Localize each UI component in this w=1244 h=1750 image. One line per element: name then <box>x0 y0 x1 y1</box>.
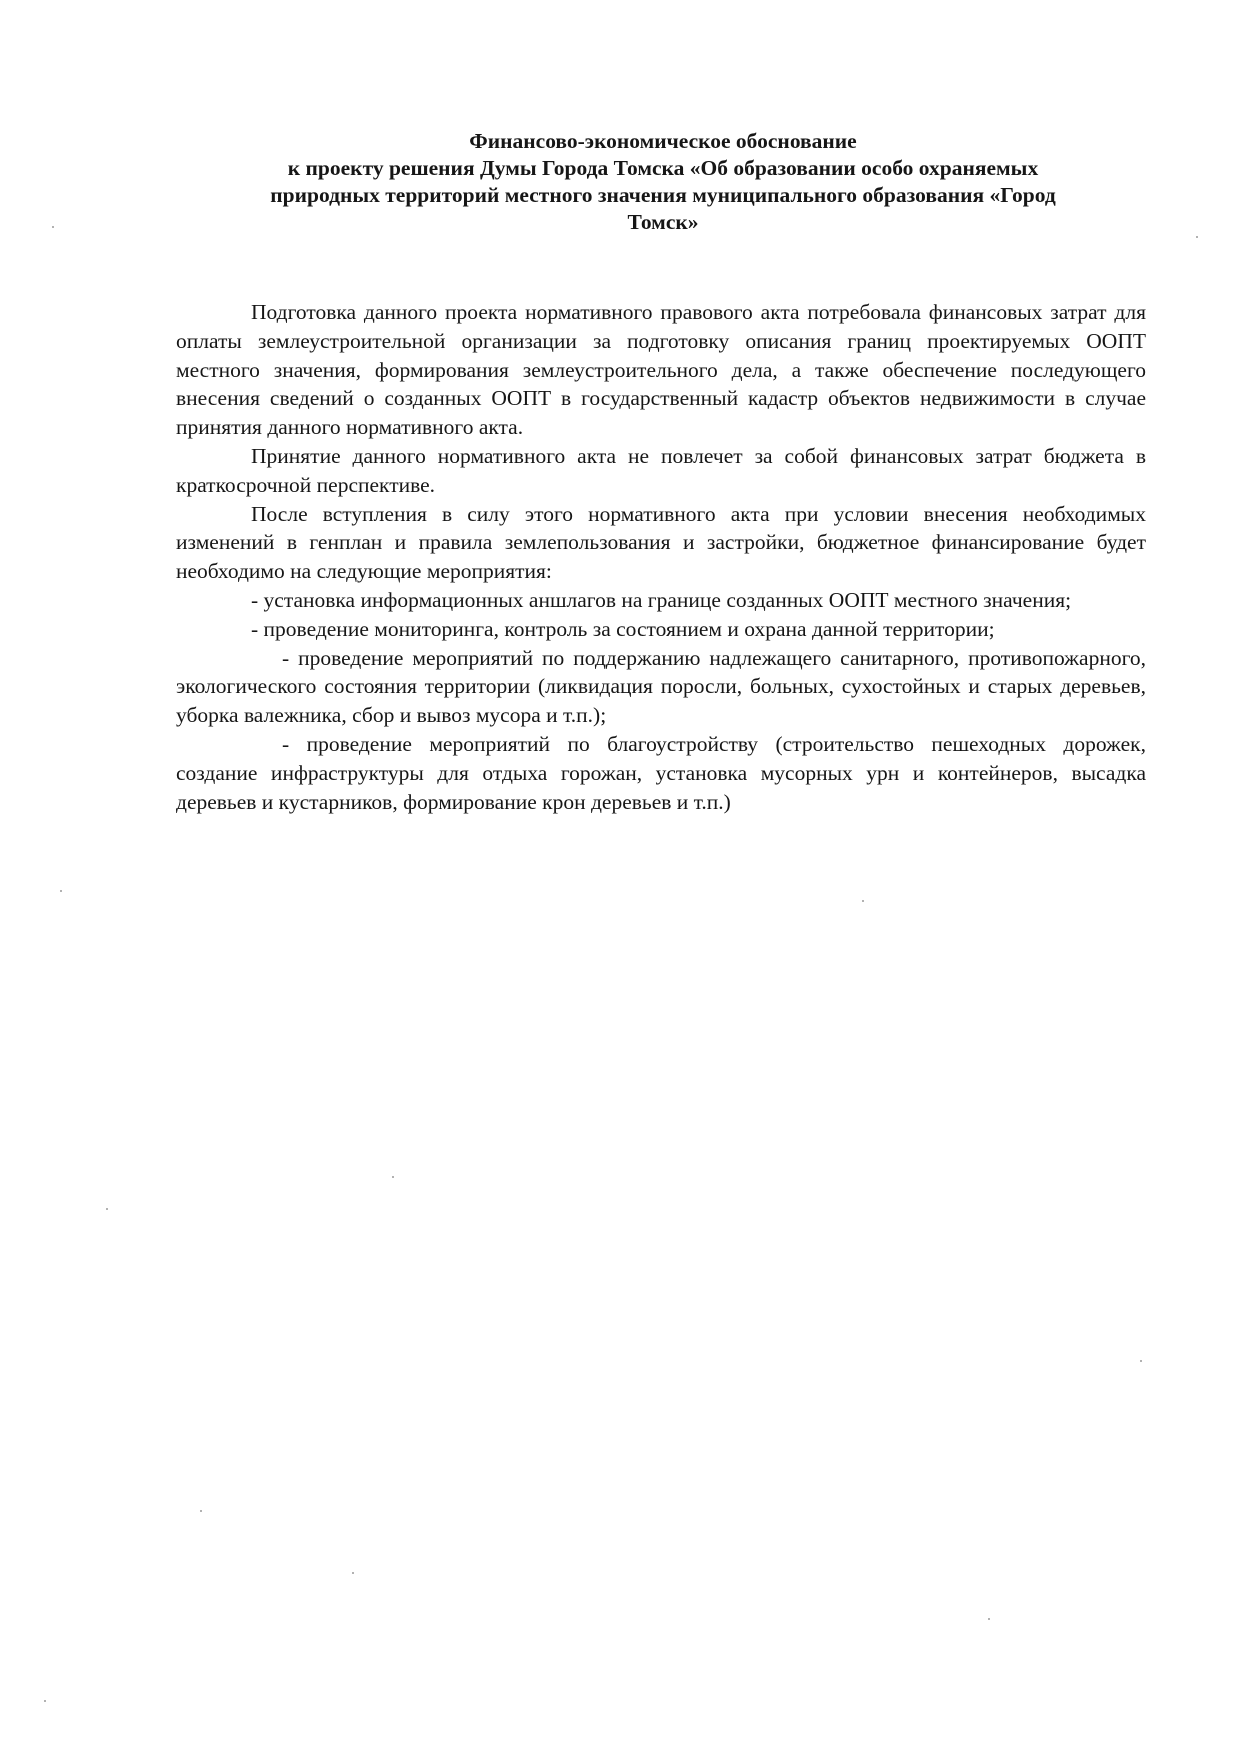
paragraph-after-adoption: После вступления в силу этого нормативного акта при условии внесения необходимых изменений в генплан и правила землепользования и застройки, бюджетное финансирование будет необходимо на следующие мероприятия: <box>176 501 1146 584</box>
scan-speck <box>60 890 62 892</box>
scan-speck <box>200 1510 202 1512</box>
title-line-1: Финансово-экономическое обоснование <box>469 129 857 153</box>
paragraph-budget-short-term: Принятие данного нормативного акта не повлечет за собой финансовых затрат бюджета в краткосрочной перспективе. <box>176 443 1146 497</box>
list-item-signs: - установка информационных аншлагов на границе созданных ООПТ местного значения; <box>251 587 1072 612</box>
document-body <box>176 298 1146 816</box>
scan-speck <box>52 226 54 228</box>
scan-speck <box>1196 236 1198 238</box>
title-line-2: к проекту решения Думы Города Томска «Об образовании особо охраняемых <box>287 156 1039 180</box>
scan-speck <box>1140 1360 1142 1362</box>
list-item-monitoring: - проведение мониторинга, контроль за состоянием и охрана данной территории; <box>251 616 995 641</box>
scan-speck <box>106 1208 108 1210</box>
scan-speck <box>988 1618 990 1620</box>
title-line-3: природных территорий местного значения муниципального образования «Город <box>270 183 1056 207</box>
document-title <box>178 128 1148 236</box>
scan-speck <box>392 1176 394 1178</box>
title-line-4: Томск» <box>627 210 699 234</box>
paragraph-preparation: Подготовка данного проекта нормативного правового акта потребовала финансовых затрат для оплаты землеустроительной организации за подготовку описания границ проектируемых ООПТ местного значения, формирования землеустроительного дела, а также обеспечение последующего внесения сведений о созданных ООПТ в государственный кадастр объектов недвижимости в случае принятия данного нормативного акта. <box>176 300 1146 440</box>
scan-speck <box>862 900 864 902</box>
list-item-sanitary: - проведение мероприятий по поддержанию надлежащего санитарного, противопожарного, экологического состояния территории (ликвидация поросли, больных, сухостойных и старых деревьев, уборка валежника, сбор и вывоз мусора и т.п.); <box>176 645 1146 728</box>
scan-speck <box>44 1700 46 1702</box>
list-item-landscaping: - проведение мероприятий по благоустройству (строительство пешеходных дорожек, создание инфраструктуры для отдыха горожан, установка мусорных урн и контейнеров, высадка деревьев и кустарников, формирование крон деревьев и т.п.) <box>176 731 1146 814</box>
scan-speck <box>352 1572 354 1574</box>
